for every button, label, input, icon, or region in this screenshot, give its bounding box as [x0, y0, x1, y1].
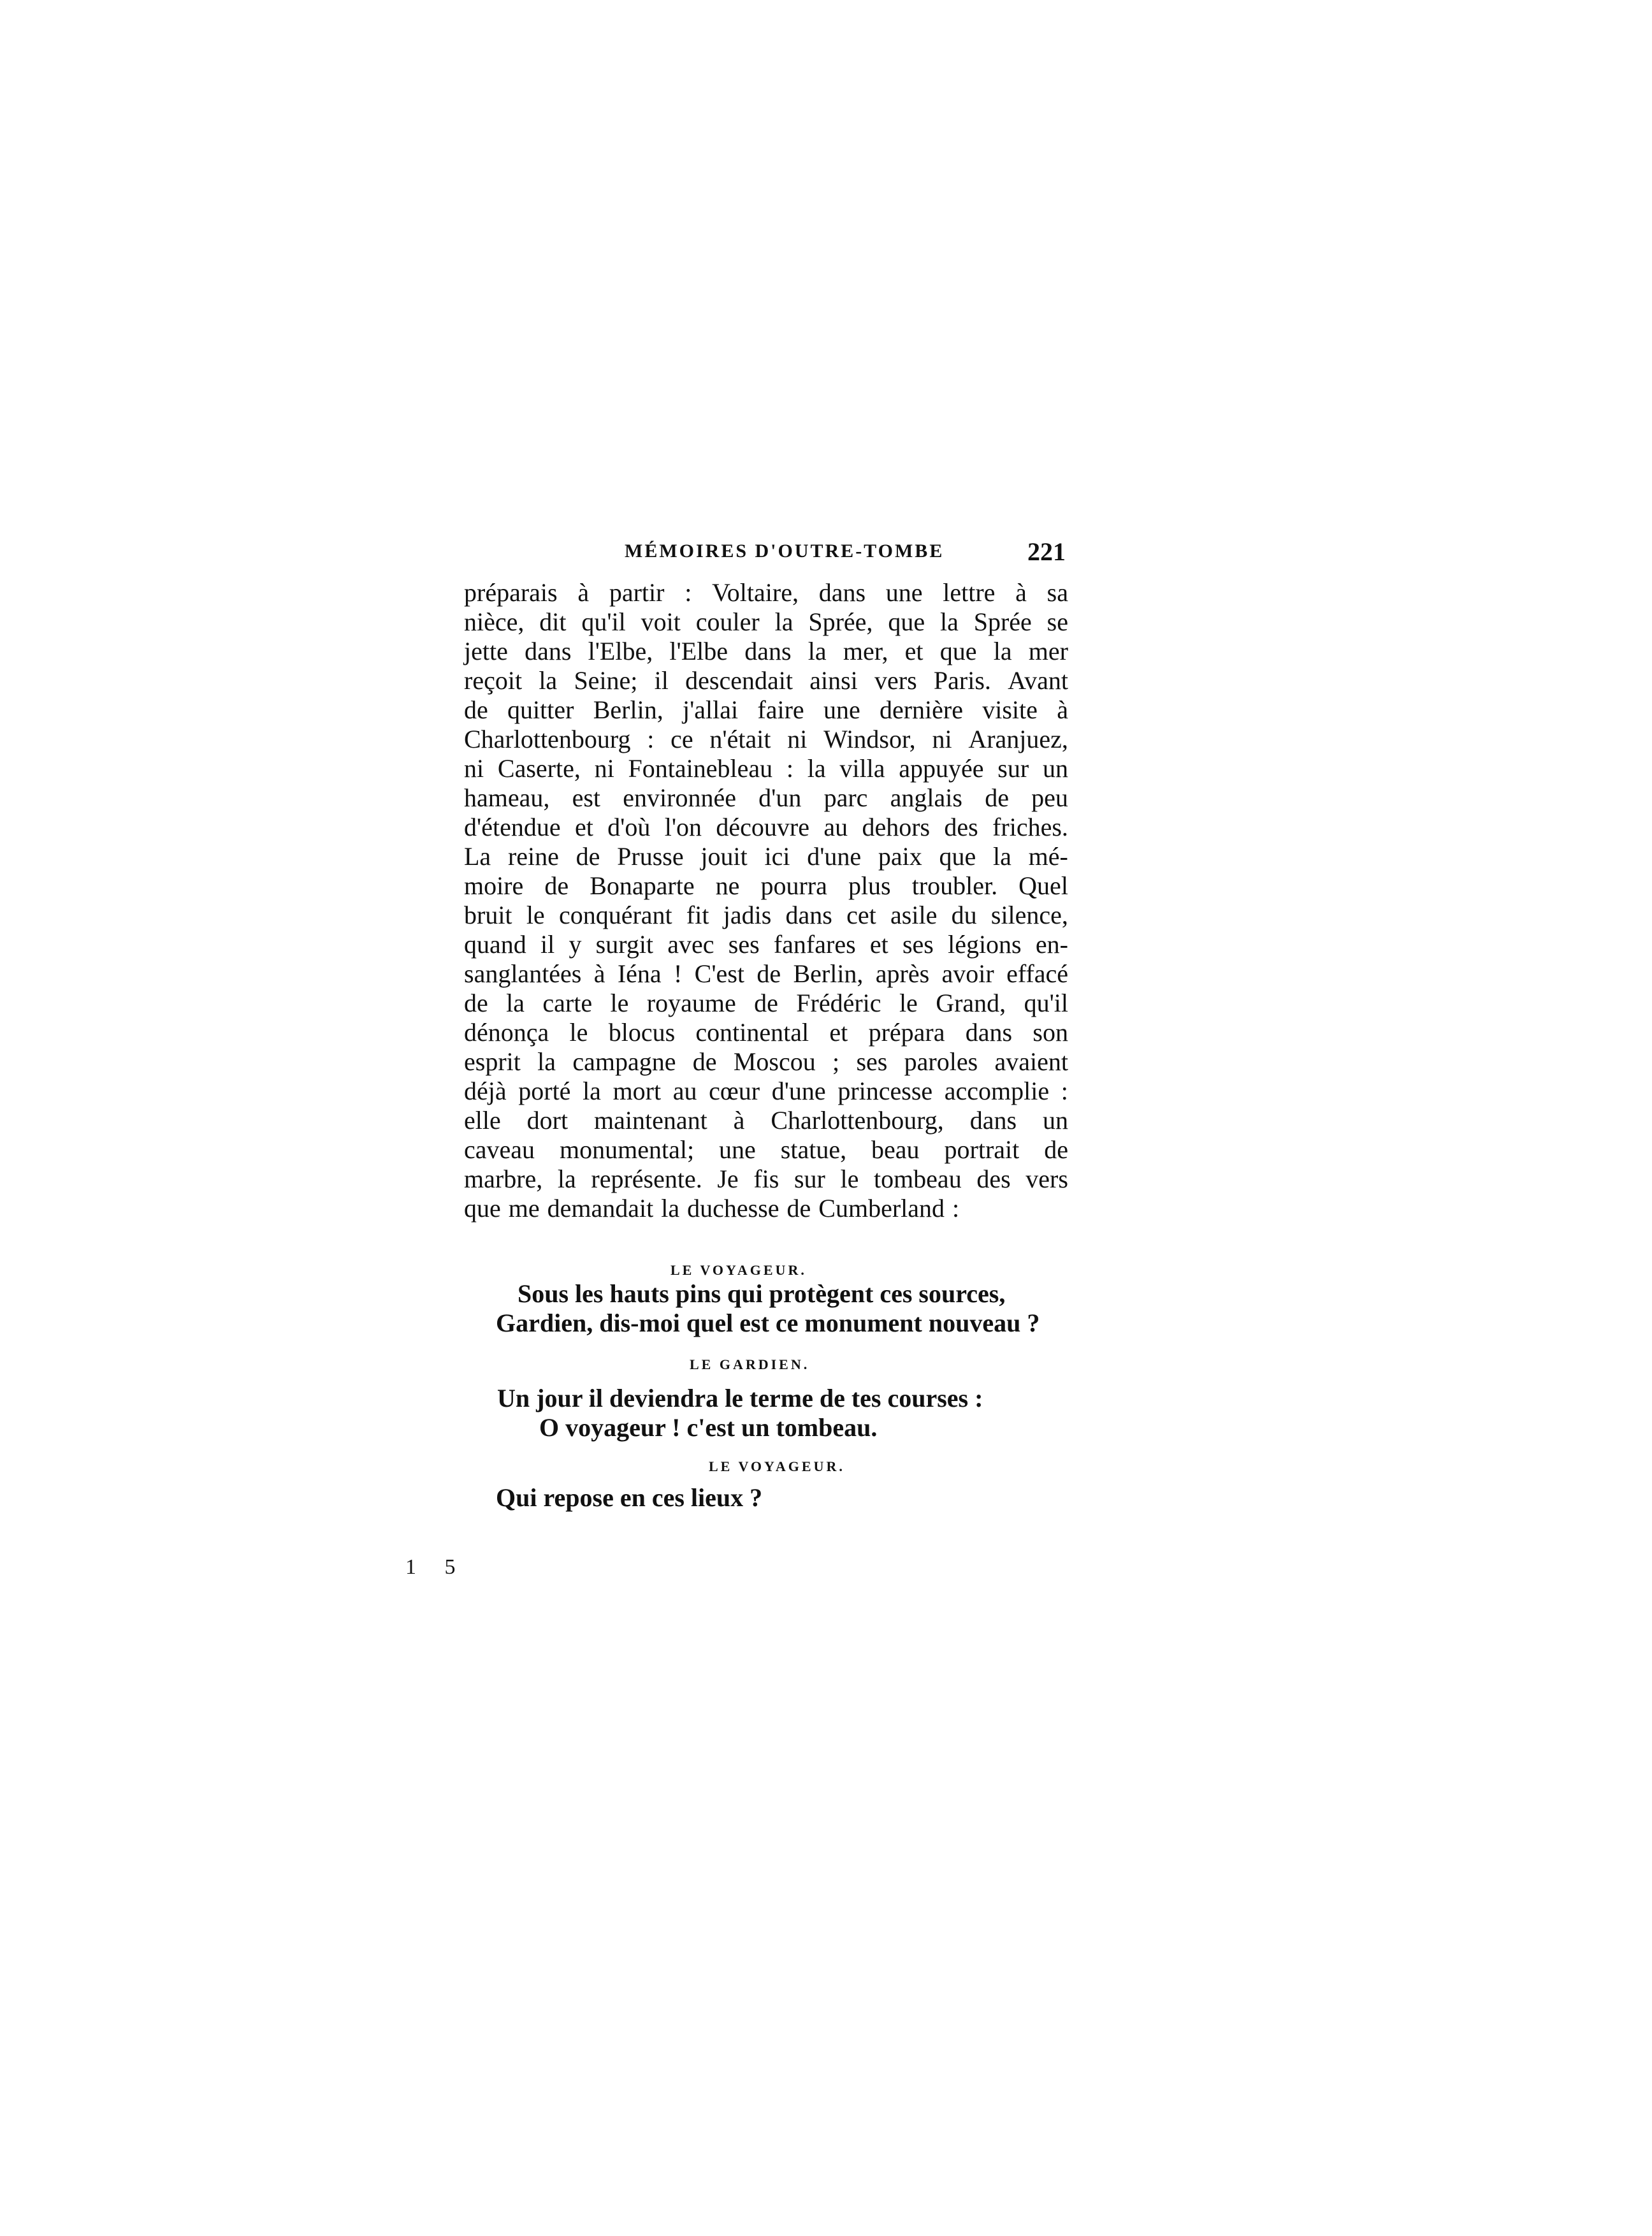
- text-line: moire de Bonaparte ne pourra plus troubler. Quel: [464, 871, 1068, 900]
- speaker-label-voyageur: LE VOYAGEUR.: [709, 1458, 845, 1474]
- text-line: esprit la campagne de Moscou ; ses paroles avaient: [464, 1047, 1068, 1076]
- text-line: d'étendue et d'où l'on découvre au dehors des friches.: [464, 813, 1068, 841]
- text-line: La reine de Prusse jouit ici d'une paix que la mé-: [464, 842, 1068, 871]
- text-line: déjà porté la mort au cœur d'une princesse accomplie :: [464, 1077, 1068, 1105]
- text-line: quand il y surgit avec ses fanfares et ses légions en-: [464, 930, 1068, 959]
- running-title: MÉMOIRES D'OUTRE-TOMBE: [625, 541, 945, 562]
- body-paragraph: [464, 578, 1068, 1223]
- text-line: ni Caserte, ni Fontainebleau : la villa appuyée sur un: [464, 754, 1068, 783]
- running-head: [0, 537, 1652, 566]
- text-line: caveau monumental; une statue, beau portrait de: [464, 1135, 1068, 1164]
- text-line: Charlottenbourg : ce n'était ni Windsor, ni Aranjuez,: [464, 725, 1068, 753]
- verse-line: O voyageur ! c'est un tombeau.: [539, 1413, 878, 1442]
- text-line: sanglantées à Iéna ! C'est de Berlin, après avoir effacé: [464, 959, 1068, 988]
- speaker-label-voyageur: LE VOYAGEUR.: [670, 1262, 807, 1278]
- text-line: bruit le conquérant fit jadis dans cet asile du silence,: [464, 901, 1068, 929]
- text-line: dénonça le blocus continental et prépara dans son: [464, 1018, 1068, 1047]
- verse-line: Qui repose en ces lieux ?: [496, 1483, 763, 1512]
- text-line: de quitter Berlin, j'allai faire une dernière visite à: [464, 695, 1068, 724]
- page-number: 221: [1027, 537, 1066, 566]
- verse-line: Un jour il deviendra le terme de tes courses :: [497, 1384, 983, 1412]
- text-line: marbre, la représente. Je fis sur le tombeau des vers: [464, 1165, 1068, 1193]
- text-line: elle dort maintenant à Charlottenbourg, dans un: [464, 1106, 1068, 1135]
- speaker-label-gardien: LE GARDIEN.: [690, 1356, 810, 1372]
- verse-line: Gardien, dis-moi quel est ce monument nouveau ?: [496, 1309, 1040, 1337]
- verse-line: Sous les hauts pins qui protègent ces sources,: [518, 1279, 1006, 1308]
- text-line: hameau, est environnée d'un parc anglais de peu: [464, 783, 1068, 812]
- signature-mark: 1 5: [405, 1555, 467, 1579]
- text-line: jette dans l'Elbe, l'Elbe dans la mer, et que la mer: [464, 637, 1068, 665]
- text-line: préparais à partir : Voltaire, dans une lettre à sa: [464, 578, 1068, 607]
- text-line: que me demandait la duchesse de Cumberland :: [464, 1194, 960, 1223]
- text-line: nièce, dit qu'il voit couler la Sprée, que la Sprée se: [464, 607, 1068, 636]
- text-line: de la carte le royaume de Frédéric le Grand, qu'il: [464, 989, 1068, 1017]
- text-line: reçoit la Seine; il descendait ainsi vers Paris. Avant: [464, 666, 1068, 695]
